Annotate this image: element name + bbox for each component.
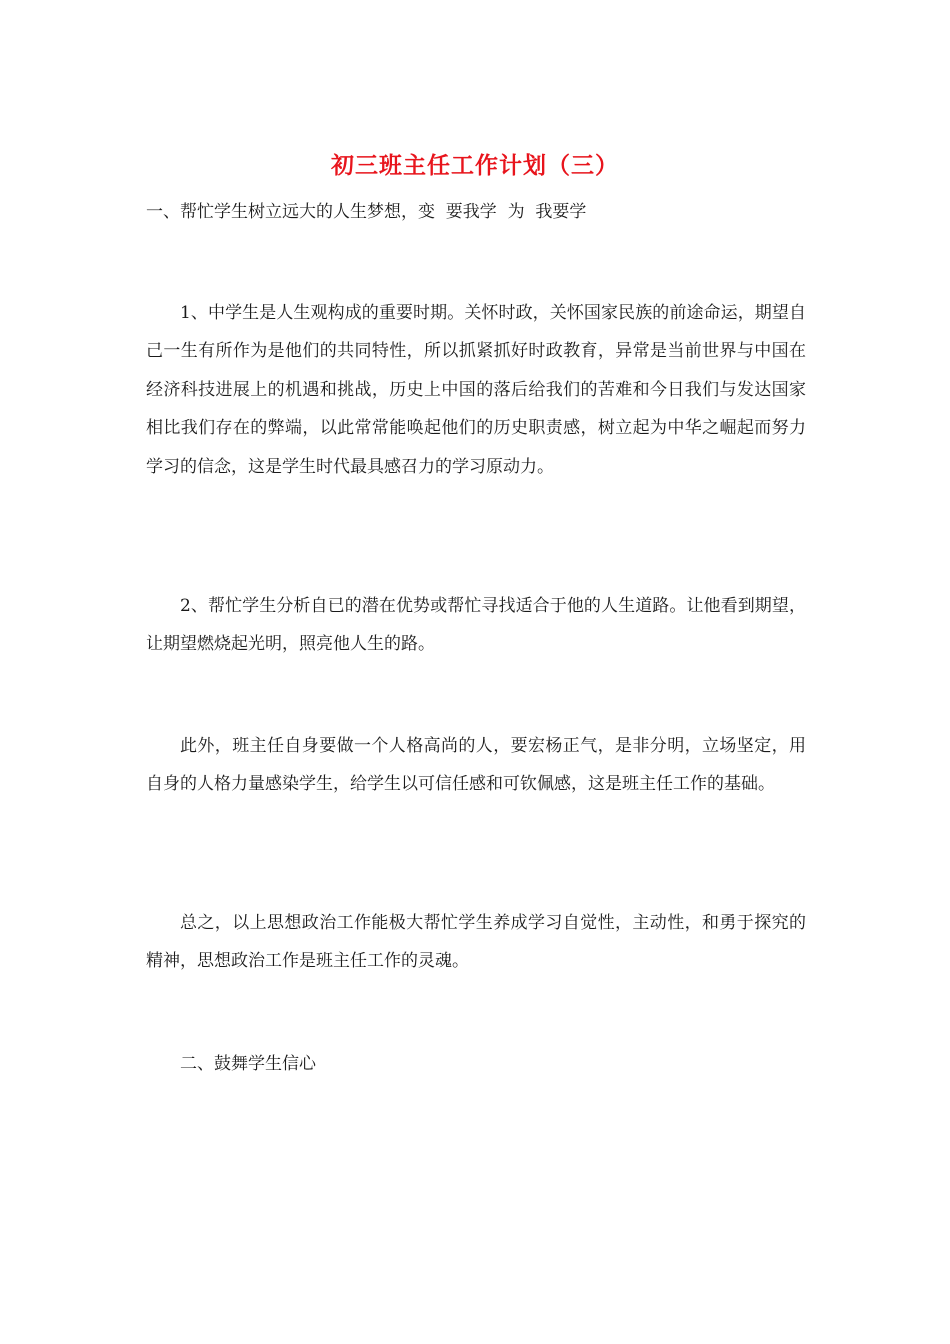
section-heading-1: 一、帮忙学生树立远大的人生梦想，变 要我学 为 我要学 bbox=[146, 202, 587, 222]
paragraph-2: 2、帮忙学生分析自已的潜在优势或帮忙寻找适合于他的人生道路。让他看到期望，让期望燃烧起光明，照亮他人生的路。 bbox=[146, 596, 806, 655]
paragraph-4: 总之，以上思想政治工作能极大帮忙学生养成学习自觉性，主动性，和勇于探究的精神，思想政治工作是班主任工作的灵魂。 bbox=[146, 913, 806, 972]
section-heading-2: 二、鼓舞学生信心 bbox=[180, 1054, 316, 1074]
document-title: 初三班主任工作计划（三） bbox=[331, 152, 619, 179]
paragraph-3: 此外，班主任自身要做一个人格高尚的人，要宏杨正气，是非分明，立场坚定，用自身的人格力量感染学生，给学生以可信任感和可钦佩感，这是班主任工作的基础。 bbox=[146, 736, 806, 795]
paragraph-1: 1、中学生是人生观构成的重要时期。关怀时政，关怀国家民族的前途命运，期望自己一生有所作为是他们的共同特性，所以抓紧抓好时政教育，异常是当前世界与中国在经济科技进展上的机遇和挑战，历史上中国的落后给我们的苦难和今日我们与发达国家相比我们存在的弊端，以此常常能唤起他们的历史职责感，树立起为中华之崛起而努力学习的信念，这是学生时代最具感召力的学习原动力。 bbox=[146, 303, 806, 477]
